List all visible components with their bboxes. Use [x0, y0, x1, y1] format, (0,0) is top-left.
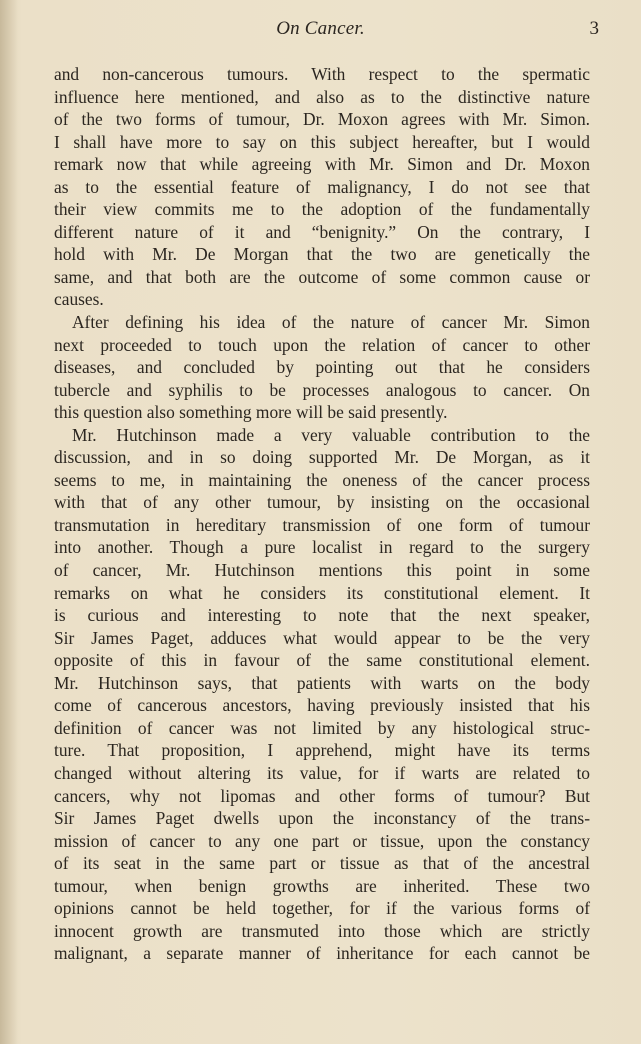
text-line: diseases, and concluded by pointing out that he considers — [54, 357, 590, 378]
body-text — [54, 63, 590, 965]
text-line: tubercle and syphilis to be processes analogous to cancer. On — [54, 379, 590, 400]
running-title: On Cancer. — [276, 18, 365, 39]
text-line: of the two forms of tumour, Dr. Moxon agrees with Mr. Simon. — [54, 109, 590, 130]
text-line: After defining his idea of the nature of cancer Mr. Simon — [72, 312, 590, 333]
text-line: and non-cancerous tumours. With respect to the spermatic — [54, 64, 590, 84]
text-line: this question also something more will be said presently. — [54, 402, 448, 423]
text-line: is curious and interesting to note that the next speaker, — [54, 605, 590, 626]
text-line: as to the essential feature of malignancy, I do not see that — [54, 176, 590, 197]
text-line: causes. — [54, 289, 104, 310]
text-line: mission of cancer to any one part or tissue, upon the constancy — [54, 830, 590, 851]
text-line: Mr. Hutchinson says, that patients with warts on the body — [54, 672, 590, 693]
text-line: Sir James Paget dwells upon the inconstancy of the trans- — [54, 808, 590, 829]
text-line: tumour, when benign growths are inherited. These two — [54, 875, 590, 896]
binding-gutter — [0, 0, 18, 1044]
text-line: remark now that while agreeing with Mr. Simon and Dr. Moxon — [54, 154, 590, 175]
text-line: transmutation in hereditary transmission of one form of tumour — [54, 514, 590, 535]
text-line: cancers, why not lipomas and other forms of tumour? But — [54, 785, 590, 806]
text-line: opposite of this in favour of the same constitutional element. — [54, 650, 590, 671]
text-line: same, and that both are the outcome of some common cause or — [54, 266, 590, 287]
text-line: different nature of it and “benignity.” On the contrary, I — [54, 221, 590, 242]
text-line: changed without altering its value, for if warts are related to — [54, 762, 590, 783]
page-number: 3 — [589, 18, 599, 39]
text-line: I shall have more to say on this subject hereafter, but I would — [54, 131, 590, 152]
text-line: of its seat in the same part or tissue as that of the ancestral — [54, 853, 590, 874]
text-line: come of cancerous ancestors, having previously insisted that his — [54, 695, 590, 716]
text-line: discussion, and in so doing supported Mr. De Morgan, as it — [54, 447, 590, 468]
text-line: Mr. Hutchinson made a very valuable contribution to the — [72, 424, 590, 445]
text-line: hold with Mr. De Morgan that the two are genetically the — [54, 244, 590, 265]
text-line: remarks on what he considers its constitutional element. It — [54, 582, 590, 603]
text-line: ture. That proposition, I apprehend, might have its terms — [54, 740, 590, 761]
text-line: influence here mentioned, and also as to the distinctive nature — [54, 86, 590, 107]
text-line: opinions cannot be held together, for if the various forms of — [54, 898, 590, 919]
text-line: definition of cancer was not limited by any histological struc- — [54, 717, 590, 738]
text-line: Sir James Paget, adduces what would appear to be the very — [54, 627, 590, 648]
text-line: seems to me, in maintaining the oneness of the cancer process — [54, 469, 590, 490]
text-line: next proceeded to touch upon the relation of cancer to other — [54, 334, 590, 355]
text-line: malignant, a separate manner of inheritance for each cannot be — [54, 943, 590, 964]
text-line: with that of any other tumour, by insisting on the occasional — [54, 492, 590, 513]
text-line: their view commits me to the adoption of the fundamentally — [54, 199, 590, 220]
page-header — [0, 18, 641, 44]
text-line: innocent growth are transmuted into those which are strictly — [54, 920, 590, 941]
text-line: into another. Though a pure localist in regard to the surgery — [54, 537, 590, 558]
text-line: of cancer, Mr. Hutchinson mentions this point in some — [54, 560, 590, 581]
